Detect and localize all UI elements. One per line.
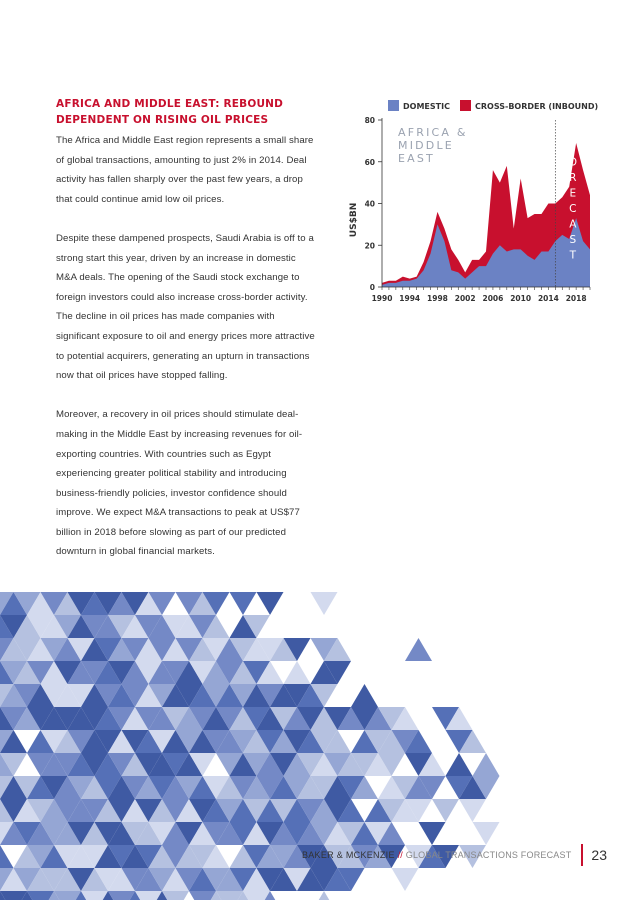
forecast-letter: E — [569, 187, 578, 200]
chart-svg — [340, 92, 600, 312]
pattern-triangle — [446, 753, 473, 776]
x-tick-label: 1998 — [427, 294, 448, 303]
footer-brand: BAKER & MCKENZIE — [301, 850, 395, 860]
forecast-letter: R — [569, 172, 578, 184]
forecast-letter: C — [569, 203, 578, 215]
pattern-triangle — [432, 799, 459, 822]
x-tick-label: 2010 — [510, 294, 532, 303]
chart-title-line: EAST — [398, 152, 435, 165]
article-body — [56, 131, 318, 582]
chart-title-line: AFRICA & — [398, 126, 468, 139]
pattern-triangle — [257, 592, 284, 615]
chart-title — [398, 126, 468, 165]
forecast-letter: F — [569, 141, 577, 153]
page-number: 23 — [591, 847, 607, 863]
x-tick-label: 1990 — [371, 294, 393, 303]
chart-title-line: MIDDLE — [398, 139, 454, 152]
x-tick-label: 2006 — [482, 294, 504, 303]
pattern-triangle — [0, 845, 14, 868]
x-tick-label: 2002 — [454, 294, 476, 303]
legend-label-cross-border: CROSS-BORDER (INBOUND) — [475, 102, 599, 111]
footer-subtitle: GLOBAL TRANSACTIONS FORECAST — [405, 850, 572, 860]
legend-swatch-cross-border — [460, 100, 471, 111]
pattern-triangle — [230, 592, 257, 615]
pattern-triangle — [419, 822, 446, 845]
forecast-letter: S — [569, 234, 578, 246]
section-heading: AFRICA AND MIDDLE EAST: REBOUND DEPENDENT ON RISING OIL PRICES — [56, 98, 284, 126]
legend-swatch-domestic — [388, 100, 399, 111]
chart-legend — [388, 100, 598, 111]
page-footer — [302, 844, 607, 866]
pattern-triangle — [351, 684, 378, 707]
pattern-triangle — [311, 592, 338, 615]
pattern-triangle — [284, 661, 311, 684]
forecast-letter: T — [569, 249, 578, 262]
paragraph-saudi-arabia: Despite these dampened prospects, Saudi Arabia is off to a strong start this year, driven by an increase in domestic M&A deals. The opening of the Saudi stock exchange to foreign investors could also increase cross-border activity. The decline in oil prices has made companies with significant exposure to oil and energy prices more attractive to potential acquirers, generating an upturn in transactions now that oil prices have stopped falling. — [56, 232, 315, 382]
y-tick-label: 0 — [369, 283, 375, 292]
x-tick-label: 1994 — [399, 294, 421, 303]
y-axis-label: US$BN — [349, 202, 359, 238]
x-tick-label: 2014 — [537, 294, 559, 303]
pattern-triangle — [459, 799, 486, 822]
pattern-triangle — [311, 891, 338, 900]
y-tick-label: 40 — [364, 199, 375, 209]
paragraph-intro: The Africa and Middle East region represents a small share of global transactions, amounting to just 2% in 2014. Deal activity has fallen sharply over the past few years, a drop that could continue amid low oil prices. — [56, 135, 314, 205]
forecast-letter: O — [568, 156, 578, 169]
pattern-triangle — [473, 753, 500, 776]
pattern-triangle — [392, 868, 419, 891]
y-tick-label: 80 — [364, 116, 375, 125]
pattern-triangle — [473, 822, 500, 845]
footer-divider — [581, 844, 583, 866]
forecast-letter: A — [569, 218, 578, 231]
pattern-triangle — [405, 638, 432, 661]
y-tick-label: 60 — [364, 157, 375, 167]
y-tick-label: 20 — [364, 241, 375, 251]
footer-separator: // — [397, 850, 403, 860]
legend-label-domestic: DOMESTIC — [403, 102, 450, 111]
paragraph-outlook: Moreover, a recovery in oil prices should stimulate deal-making in the Middle East by increasing revenues for oil-exporting countries. With countries such as Egypt experiencing greater political stability and introducing business-friendly policies, investor confidence should improve. We expect M&A transactions to peak at US$77 billion in 2018 before slowing as part of our predicted downturn in global financial markets. — [56, 409, 303, 558]
ma-volume-chart — [340, 92, 600, 312]
x-tick-label: 2018 — [565, 294, 587, 303]
